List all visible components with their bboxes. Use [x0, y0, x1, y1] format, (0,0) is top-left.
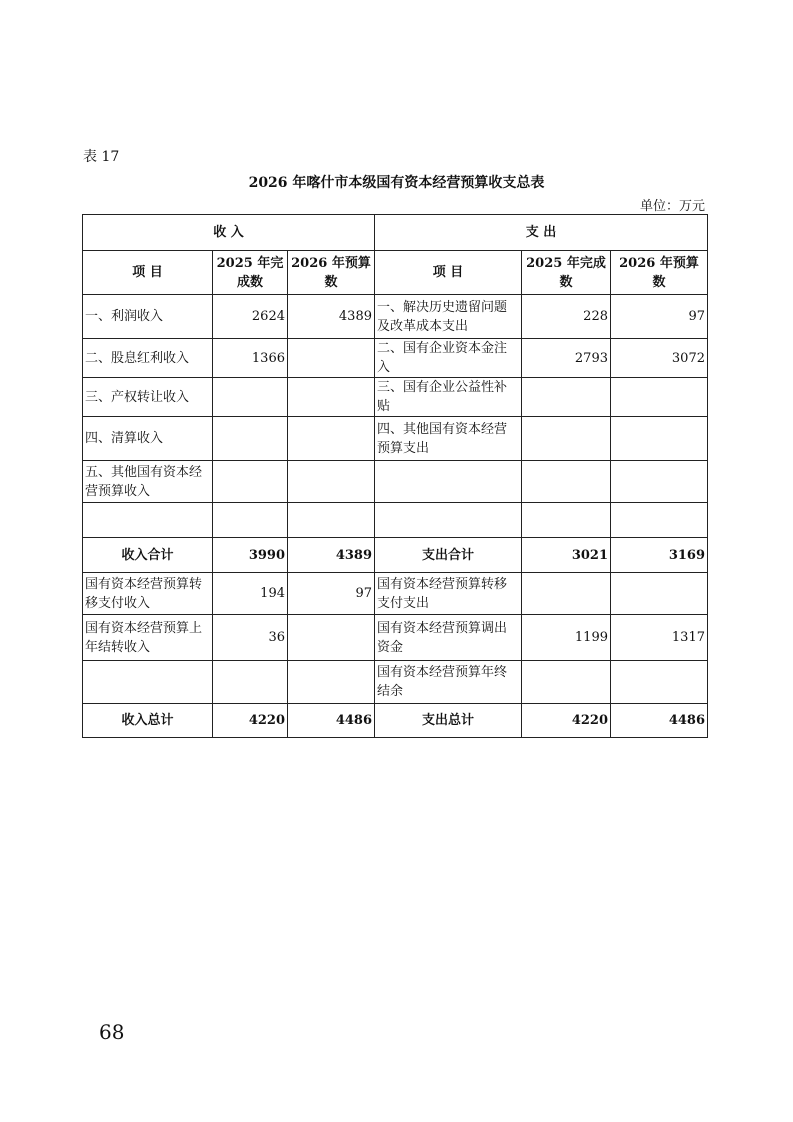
- expense-item: 四、其他国有资本经营预算支出: [375, 417, 522, 461]
- table-number: 表 17: [83, 149, 120, 165]
- expense-2026-value: [611, 378, 708, 417]
- expense-2026-value: [611, 417, 708, 461]
- expense-subtotal-2026: 3169: [611, 538, 708, 573]
- expense-2025-value: [522, 378, 611, 417]
- page-number: 68: [99, 1020, 125, 1044]
- income-subtotal-label: 收入合计: [83, 538, 213, 573]
- income-2025-value: 194: [213, 573, 288, 615]
- income-item: 国有资本经营预算转移支付收入: [83, 573, 213, 615]
- expense-item: 国有资本经营预算转移支付支出: [375, 573, 522, 615]
- income-subtotal-2025: 3990: [213, 538, 288, 573]
- table-title: 2026 年喀什市本级国有资本经营预算收支总表: [248, 175, 545, 191]
- table-row: [83, 295, 708, 339]
- expense-total-label: 支出总计: [375, 704, 522, 738]
- expense-subtotal-2025: 3021: [522, 538, 611, 573]
- expense-2026-value: 3072: [611, 339, 708, 378]
- income-item: 二、股息红利收入: [83, 339, 213, 378]
- expense-total-2025: 4220: [522, 704, 611, 738]
- table-row: [83, 461, 708, 503]
- expense-item: [375, 461, 522, 503]
- income-2025-value: [213, 378, 288, 417]
- expense-item: 国有资本经营预算调出资金: [375, 615, 522, 661]
- expense-2025-value: [522, 661, 611, 704]
- income-2026-value: [288, 615, 375, 661]
- income-2025-header: 2025 年完成数: [213, 251, 288, 295]
- income-2026-value: 97: [288, 573, 375, 615]
- expense-2025-value: 2793: [522, 339, 611, 378]
- expense-2026-value: [611, 661, 708, 704]
- table-row: [83, 573, 708, 615]
- income-2026-value: [288, 661, 375, 704]
- expense-2025-value: 1199: [522, 615, 611, 661]
- table-row: [83, 661, 708, 704]
- expense-subtotal-label: 支出合计: [375, 538, 522, 573]
- income-item: 四、清算收入: [83, 417, 213, 461]
- expense-2026-value: [611, 503, 708, 538]
- total-row: [83, 704, 708, 738]
- income-2025-value: [213, 417, 288, 461]
- expense-item: 三、国有企业公益性补贴: [375, 378, 522, 417]
- income-2026-header: 2026 年预算数: [288, 251, 375, 295]
- table-row: [83, 417, 708, 461]
- income-2026-value: [288, 461, 375, 503]
- expense-2025-header: 2025 年完成数: [522, 251, 611, 295]
- income-2025-value: 2624: [213, 295, 288, 339]
- income-2026-value: [288, 417, 375, 461]
- expense-2025-value: [522, 461, 611, 503]
- table-row: [83, 503, 708, 538]
- income-item: 五、其他国有资本经营预算收入: [83, 461, 213, 503]
- expense-2025-value: [522, 573, 611, 615]
- expense-item-header: 项 目: [375, 251, 522, 295]
- expense-item: 二、国有企业资本金注入: [375, 339, 522, 378]
- income-item: [83, 661, 213, 704]
- income-2025-value: 1366: [213, 339, 288, 378]
- income-total-label: 收入总计: [83, 704, 213, 738]
- expense-item: 一、解决历史遗留问题及改革成本支出: [375, 295, 522, 339]
- expense-2026-header: 2026 年预算数: [611, 251, 708, 295]
- expense-item: 国有资本经营预算年终结余: [375, 661, 522, 704]
- income-item-header: 项 目: [83, 251, 213, 295]
- income-total-2025: 4220: [213, 704, 288, 738]
- income-total-2026: 4486: [288, 704, 375, 738]
- expense-2025-value: 228: [522, 295, 611, 339]
- income-item: 三、产权转让收入: [83, 378, 213, 417]
- income-section-header: 收 入: [83, 215, 375, 251]
- income-2025-value: 36: [213, 615, 288, 661]
- income-2025-value: [213, 661, 288, 704]
- expense-item: [375, 503, 522, 538]
- subtotal-row: [83, 538, 708, 573]
- expense-section-header: 支 出: [375, 215, 708, 251]
- income-2026-value: [288, 339, 375, 378]
- expense-total-2026: 4486: [611, 704, 708, 738]
- income-2025-value: [213, 461, 288, 503]
- expense-2026-value: [611, 461, 708, 503]
- expense-2026-value: 97: [611, 295, 708, 339]
- income-2026-value: 4389: [288, 295, 375, 339]
- income-2026-value: [288, 378, 375, 417]
- table-row: [83, 378, 708, 417]
- expense-2025-value: [522, 417, 611, 461]
- expense-2026-value: 1317: [611, 615, 708, 661]
- income-item: 国有资本经营预算上年结转收入: [83, 615, 213, 661]
- expense-2026-value: [611, 573, 708, 615]
- unit-label: 单位：万元: [639, 199, 705, 214]
- income-2025-value: [213, 503, 288, 538]
- table-row: [83, 339, 708, 378]
- income-item: 一、利润收入: [83, 295, 213, 339]
- income-2026-value: [288, 503, 375, 538]
- table-row: [83, 615, 708, 661]
- budget-table: [82, 214, 708, 738]
- income-subtotal-2026: 4389: [288, 538, 375, 573]
- income-item: [83, 503, 213, 538]
- expense-2025-value: [522, 503, 611, 538]
